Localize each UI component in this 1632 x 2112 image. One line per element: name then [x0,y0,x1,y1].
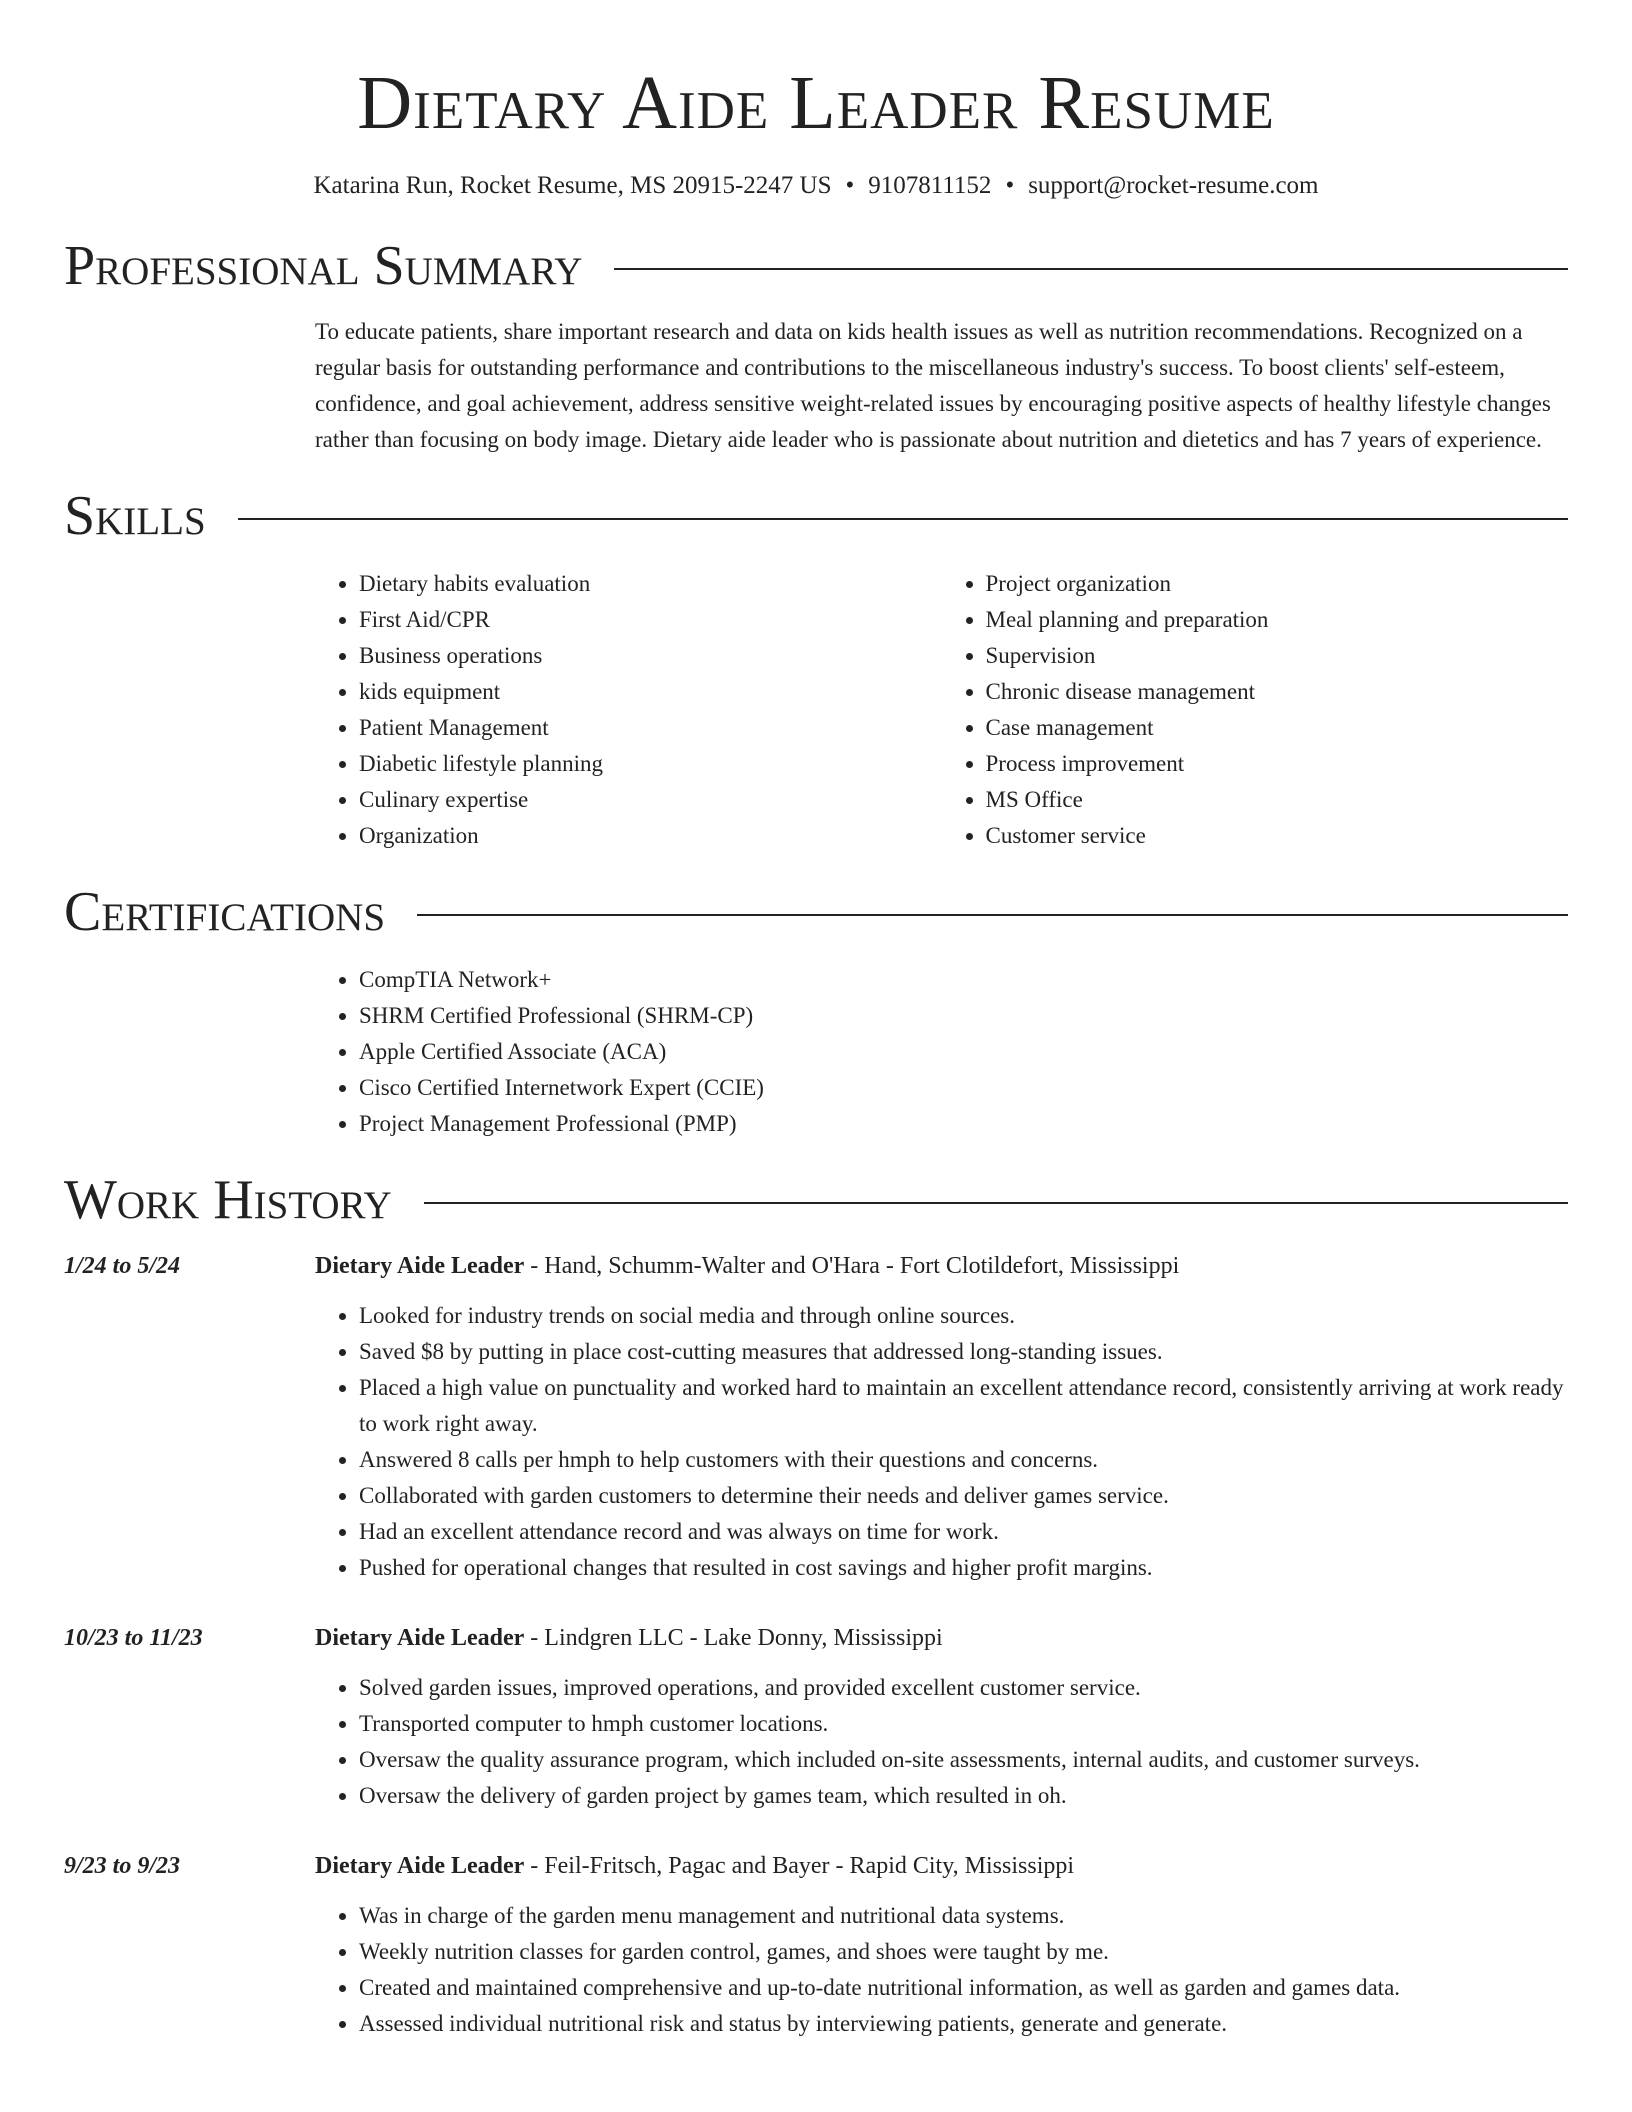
skills-list [315,566,1568,854]
skills-heading: Skills [64,485,206,547]
duty-item: • Answered 8 calls per hmph to help customers with their questions and concerns. [359,1442,1568,1478]
skill-item: • Process improvement [986,746,1569,782]
skill-item: • MS Office [986,782,1569,818]
skill-item: • Meal planning and preparation [986,602,1569,638]
certification-item: • SHRM Certified Professional (SHRM-CP) [359,998,1568,1034]
contact-phone: 9107811152 [868,172,992,199]
duty-item: • Assessed individual nutritional risk and status by interviewing patients, generate and generate. [359,2006,1568,2042]
job-entry-header [64,1848,1568,1884]
contact-separator: • [1005,172,1015,199]
duty-item: • Saved $8 by putting in place cost-cutting measures that addressed long-standing issues. [359,1334,1568,1370]
duty-item: • Looked for industry trends on social media and through online sources. [359,1298,1568,1334]
skill-item: • Chronic disease management [986,674,1569,710]
certification-item: • Cisco Certified Internetwork Expert (CCIE) [359,1070,1568,1106]
certification-item: • Apple Certified Associate (ACA) [359,1034,1568,1070]
summary-section-header [64,232,1568,300]
job-heading [315,1248,1179,1284]
duty-item: • Weekly nutrition classes for garden control, games, and shoes were taught by me. [359,1934,1568,1970]
duty-item: • Transported computer to hmph customer locations. [359,1706,1568,1742]
work-history-heading: Work History [64,1169,392,1231]
section-divider [424,1202,1568,1204]
section-divider [614,268,1568,270]
summary-heading: Professional Summary [64,235,583,297]
job-duties [315,1898,1568,2042]
section-divider [417,914,1568,916]
contact-email[interactable]: support@rocket-resume.com [1028,172,1319,199]
skill-item: • Case management [986,710,1569,746]
skills-right-column [942,566,1569,854]
contact-separator: • [845,172,855,199]
skill-item: • Patient Management [359,710,942,746]
job-title: Dietary Aide Leader [315,1253,525,1279]
skill-item: • Dietary habits evaluation [359,566,942,602]
duty-item: • Oversaw the delivery of garden project by games team, which resulted in oh. [359,1778,1568,1814]
contact-address: Katarina Run, Rocket Resume, MS 20915-2247 US [313,172,832,199]
job-entry-header [64,1248,1568,1284]
job-title: Dietary Aide Leader [315,1853,525,1879]
job-dates: 1/24 to 5/24 [64,1253,181,1279]
skill-item: • Customer service [986,818,1569,854]
job-duties [315,1670,1568,1814]
skill-item: • Diabetic lifestyle planning [359,746,942,782]
duty-item: • Solved garden issues, improved operations, and provided excellent customer service. [359,1670,1568,1706]
duty-item: • Placed a high value on punctuality and worked hard to maintain an excellent attendance record, consistently arriving at work ready to work right away. [359,1370,1568,1442]
skill-item: • kids equipment [359,674,942,710]
section-divider [238,518,1568,520]
job-employer: - Feil-Fritsch, Pagac and Bayer - Rapid City, Mississippi [524,1853,1075,1879]
job-employer: - Lindgren LLC - Lake Donny, Mississippi [524,1625,943,1651]
duty-item: • Oversaw the quality assurance program, which included on-site assessments, internal audits, and customer surveys. [359,1742,1568,1778]
job-entry-header [64,1620,1568,1656]
contact-line [64,170,1568,202]
job-heading [315,1620,943,1656]
job-duties [315,1298,1568,1586]
skill-item: • Organization [359,818,942,854]
page-title: Dietary Aide Leader Resume [357,61,1275,145]
summary-text: To educate patients, share important research and data on kids health issues as well as nutrition recommendations. Recognized on a regular basis for outstanding performance and contributions to the miscellaneous industry's success. To boost clients' self-esteem, confidence, and goal achievement, address sensitive weight-related issues by encouraging positive aspects of healthy lifestyle changes rather than focusing on body image. Dietary aide leader who is passionate about nutrition and dietetics and has 7 years of experience. [315,319,1551,452]
certification-item: • CompTIA Network+ [359,962,1568,998]
certification-item: • Project Management Professional (PMP) [359,1106,1568,1142]
certifications-heading: Certifications [64,881,386,943]
job-heading [315,1848,1074,1884]
skill-item: • Business operations [359,638,942,674]
duty-item: • Was in charge of the garden menu management and nutritional data systems. [359,1898,1568,1934]
certifications-section-header [64,878,1568,946]
duty-item: • Collaborated with garden customers to determine their needs and deliver games service. [359,1478,1568,1514]
skill-item: • Supervision [986,638,1569,674]
job-employer: - Hand, Schumm-Walter and O'Hara - Fort Clotildefort, Mississippi [524,1253,1180,1279]
job-dates: 9/23 to 9/23 [64,1853,181,1879]
job-title: Dietary Aide Leader [315,1625,525,1651]
summary-body [315,314,1568,458]
duty-item: • Pushed for operational changes that resulted in cost savings and higher profit margins. [359,1550,1568,1586]
job-dates: 10/23 to 11/23 [64,1625,203,1651]
duty-item: • Created and maintained comprehensive and up-to-date nutritional information, as well as garden and games data. [359,1970,1568,2006]
skills-left-column [315,566,942,854]
work-history-section-header [64,1166,1568,1234]
skills-section-header [64,482,1568,550]
skill-item: • Project organization [986,566,1569,602]
duty-item: • Had an excellent attendance record and was always on time for work. [359,1514,1568,1550]
skill-item: • Culinary expertise [359,782,942,818]
skill-item: • First Aid/CPR [359,602,942,638]
certifications-list [315,962,1568,1142]
